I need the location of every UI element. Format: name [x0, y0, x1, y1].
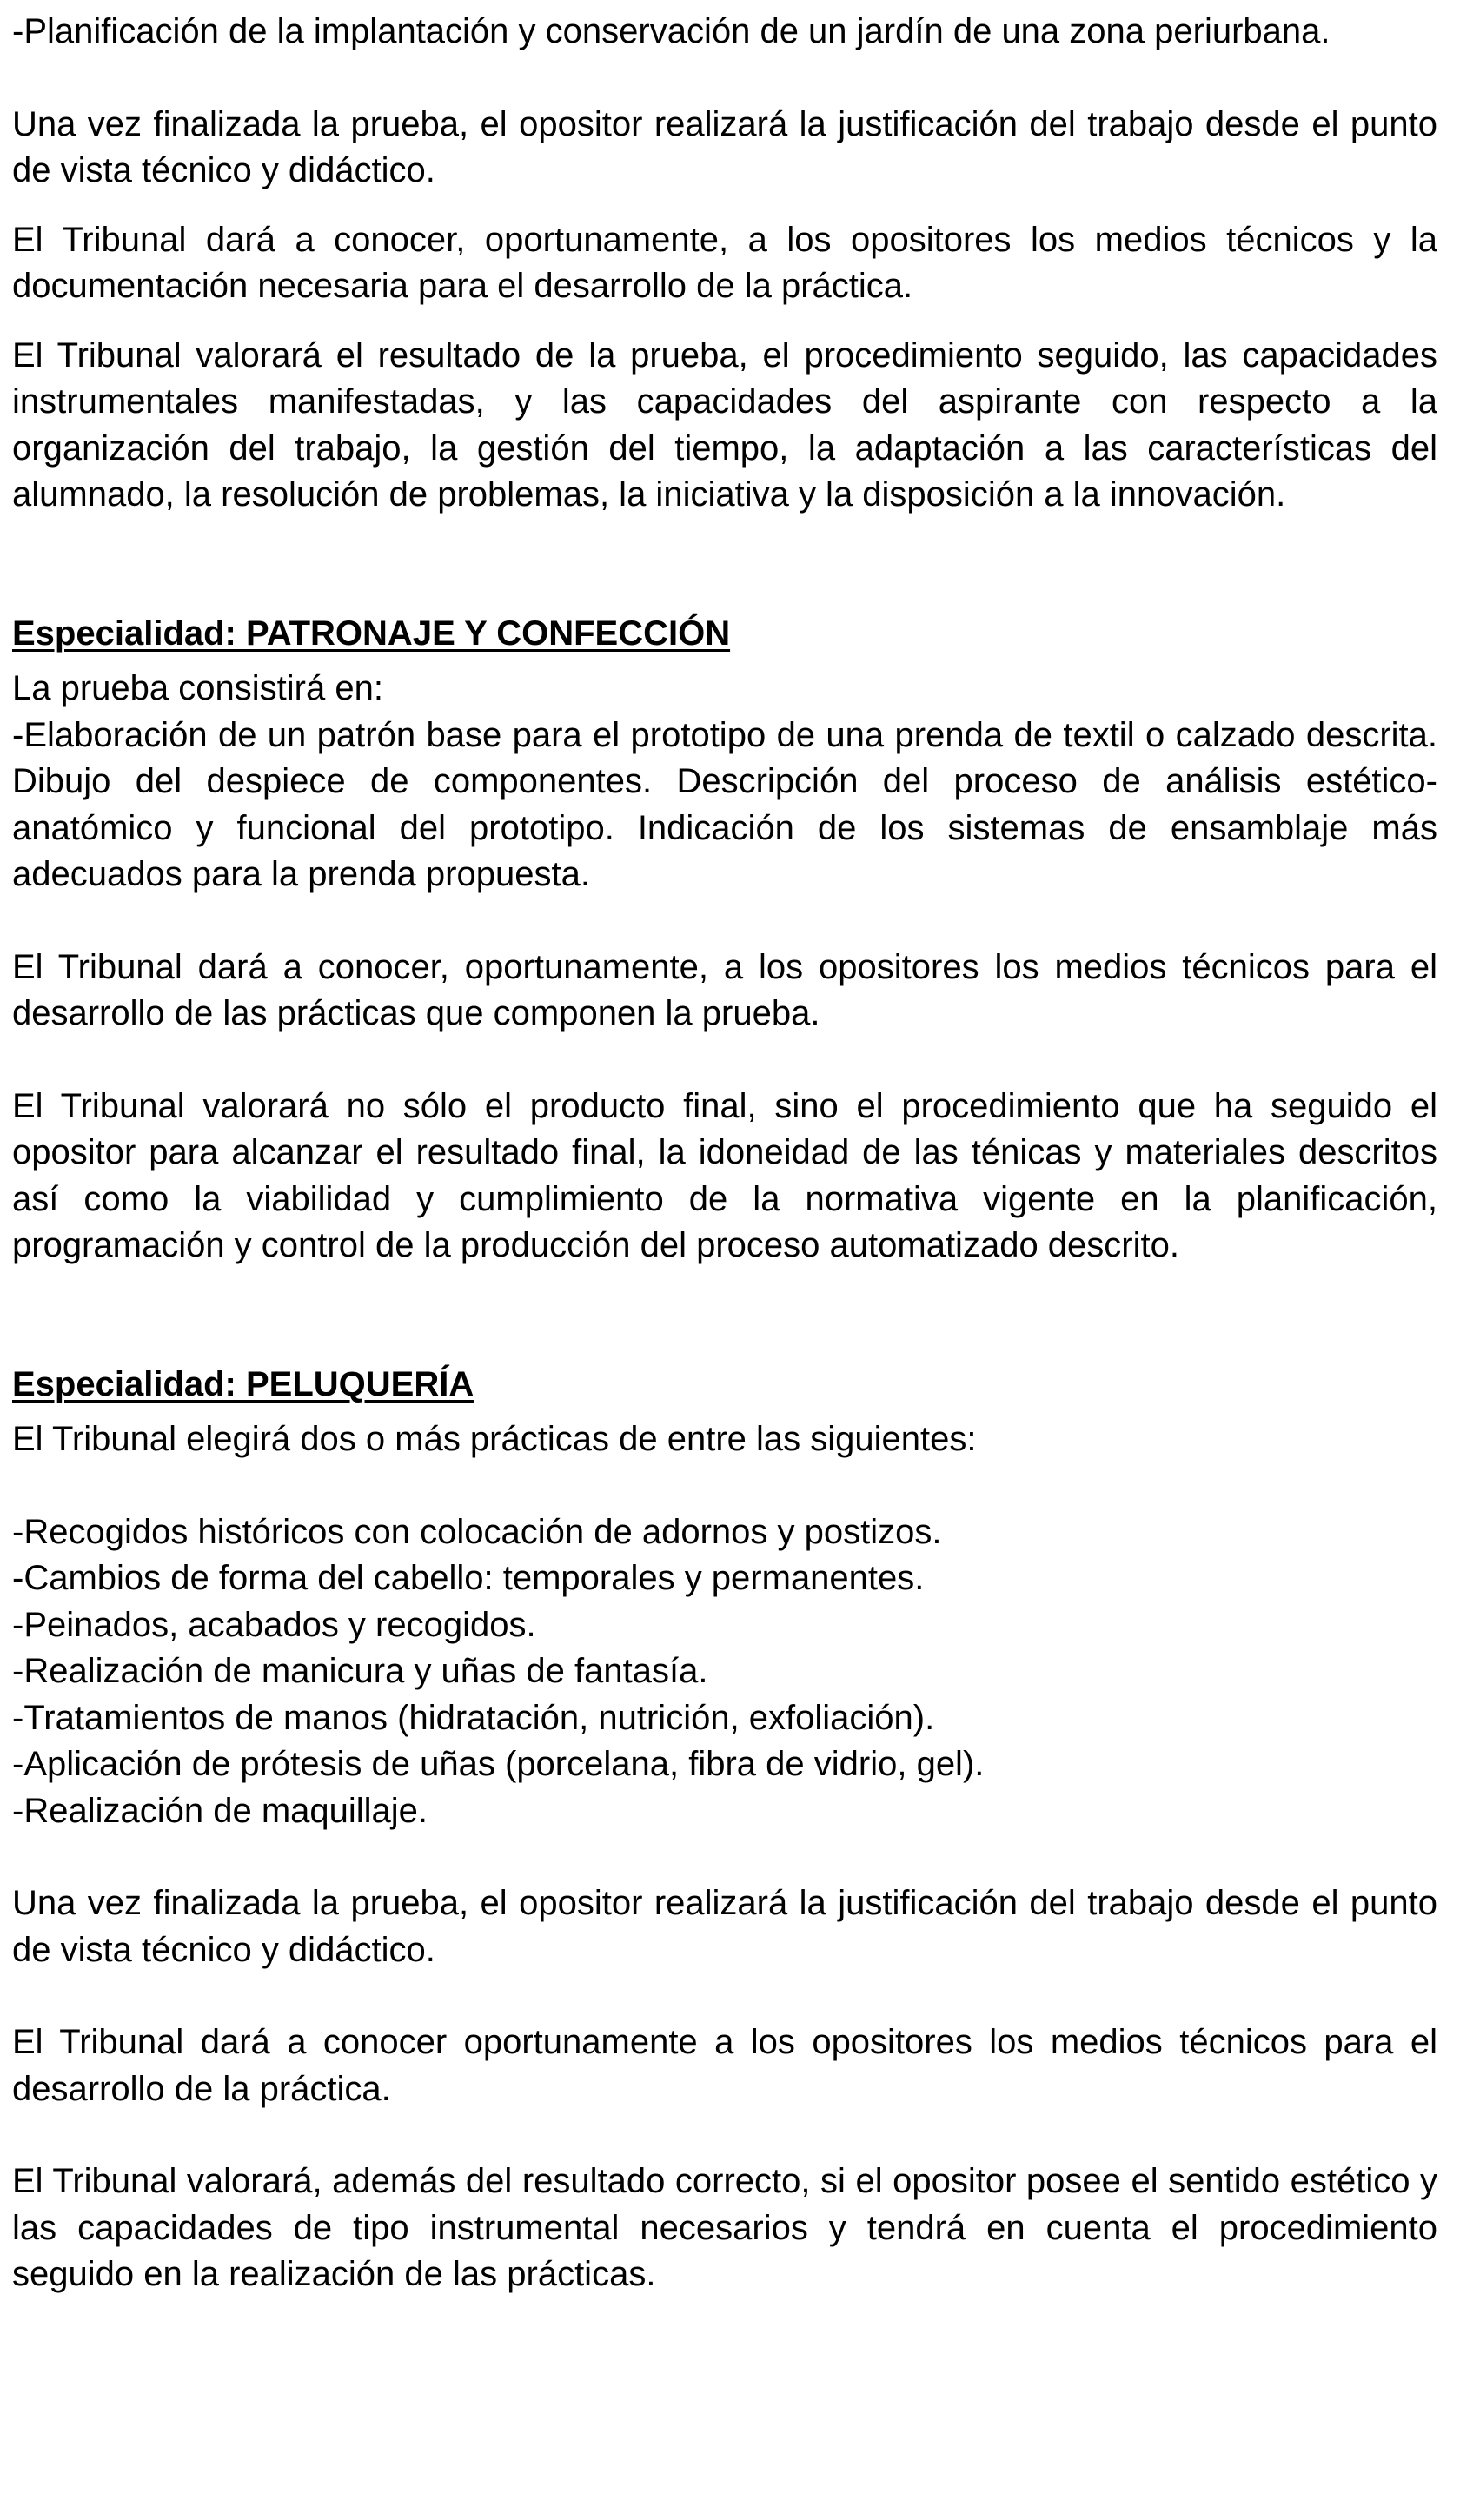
paragraph-medios-peluqueria: El Tribunal dará a conocer oportunamente a los opositores los medios técnicos para el desarrollo de la práctica. [12, 2023, 1437, 2108]
section-heading-patronaje: Especialidad: PATRONAJE Y CONFECCIÓN [12, 613, 731, 653]
list-item: -Aplicación de prótesis de uñas (porcelana, fibra de vidrio, gel). [12, 1745, 985, 1783]
practice-list [12, 1509, 1437, 1835]
list-item: -Cambios de forma del cabello: temporales y permanentes. [12, 1559, 925, 1597]
list-item: -Realización de manicura y uñas de fantasía. [12, 1652, 708, 1690]
paragraph-intro-peluqueria: El Tribunal elegirá dos o más prácticas de entre las siguientes: [12, 1420, 977, 1458]
paragraph-valoracion-patronaje: El Tribunal valorará no sólo el producto final, sino el procedimiento que ha seguido el opositor para alcanzar el resultado final, la idoneidad de las ténicas y materiales descritos así como la viabilidad y cumplimiento de la normativa vigente en la planificación, programación y control de la producción del proceso automatizado descrito. [12, 1086, 1437, 1264]
spacer [12, 519, 1437, 611]
list-item: -Tratamientos de manos (hidratación, nutrición, exfoliación). [12, 1698, 935, 1737]
spacer [12, 899, 1437, 945]
spacer [12, 56, 1437, 102]
section-heading-peluqueria: Especialidad: PELUQUERÍA [12, 1364, 474, 1403]
paragraph-valoracion: El Tribunal valorará el resultado de la prueba, el procedimiento seguido, las capacidades instrumentales manifestadas, y las capacidades del aspirante con respecto a la organización del trabajo, la gestión del tiempo, la adaptación a las características del alumnado, la resolución de problemas, la iniciativa y la disposición a la innovación. [12, 335, 1437, 514]
paragraph-intro-patronaje: La prueba consistirá en: [12, 669, 383, 707]
spacer [12, 2112, 1437, 2159]
spacer [12, 657, 1437, 666]
spacer [12, 195, 1437, 217]
paragraph-medios-patronaje: El Tribunal dará a conocer, oportunamente, a los opositores los medios técnicos para el desarrollo de las prácticas que componen la prueba. [12, 947, 1437, 1032]
list-item: -Recogidos históricos con colocación de adornos y postizos. [12, 1512, 942, 1551]
list-item: -Peinados, acabados y recogidos. [12, 1605, 536, 1644]
paragraph-patron-item: -Elaboración de un patrón base para el prototipo de una prenda de textil o calzado descrita. Dibujo del despiece de componentes. Descripción del proceso de análisis estético-anatómico y funcional del prototipo. Indicación de los sistemas de ensamblaje más adecuados para la prenda propuesta. [12, 715, 1437, 893]
spacer [12, 1038, 1437, 1084]
paragraph-justificacion-peluqueria: Una vez finalizada la prueba, el opositor realizará la justificación del trabajo desde el punto de vista técnico y didáctico. [12, 1884, 1437, 1969]
paragraph-valoracion-peluqueria: El Tribunal valorará, además del resultado correcto, si el opositor posee el sentido estético y las capacidades de tipo instrumental necesarios y tendrá en cuenta el procedimiento seguido en la realización de las prácticas. [12, 2162, 1437, 2293]
paragraph-justificacion: Una vez finalizada la prueba, el opositor realizará la justificación del trabajo desde el punto de vista técnico y didáctico. [12, 104, 1437, 189]
spacer [12, 1463, 1437, 1509]
list-item: -Realización de maquillaje. [12, 1791, 428, 1830]
paragraph-medios-tecnicos: El Tribunal dará a conocer, oportunamente, a los opositores los medios técnicos y la documentación necesaria para el desarrollo de la práctica. [12, 220, 1437, 305]
paragraph-jardin-item: -Planificación de la implantación y conservación de un jardín de una zona periurbana. [12, 12, 1331, 50]
spacer [12, 1408, 1437, 1416]
spacer [12, 1834, 1437, 1880]
spacer [12, 1270, 1437, 1362]
spacer [12, 310, 1437, 333]
spacer [12, 1973, 1437, 2019]
